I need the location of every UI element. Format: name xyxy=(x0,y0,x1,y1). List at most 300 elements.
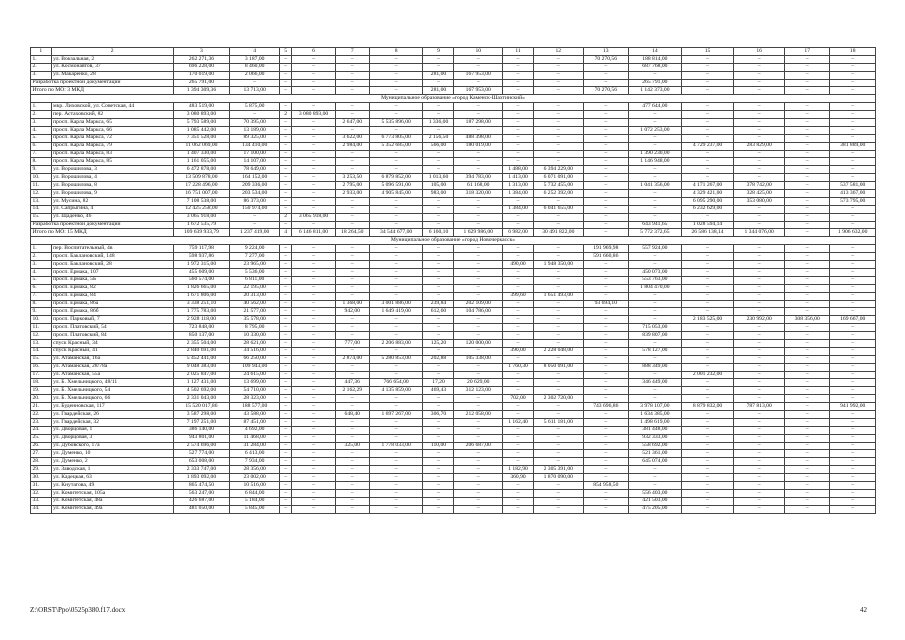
table-cell: – xyxy=(292,103,335,111)
table-row xyxy=(31,379,876,387)
table-cell: – xyxy=(734,347,785,355)
table-cell: – xyxy=(279,355,291,363)
table-cell: – xyxy=(279,292,291,300)
table-cell: – xyxy=(423,363,454,371)
section-heading-row xyxy=(31,237,876,245)
table-cell: 490,00 xyxy=(503,261,534,269)
address-cell: просп. Карла Маркса, 79 xyxy=(51,142,173,150)
table-row xyxy=(31,276,876,284)
table-cell: 1 634 385,00 xyxy=(629,410,682,418)
table-cell: – xyxy=(534,403,584,411)
row-number-cell: 15. xyxy=(31,355,52,363)
table-cell: – xyxy=(830,221,876,229)
table-cell: – xyxy=(681,87,734,95)
table-cell: – xyxy=(369,245,423,253)
table-cell: – xyxy=(830,347,876,355)
table-cell: 360,90 xyxy=(503,474,534,482)
table-cell: – xyxy=(454,505,503,513)
table-cell: – xyxy=(423,434,454,442)
table-cell: – xyxy=(423,284,454,292)
table-cell: – xyxy=(583,134,628,142)
column-number-cell: 8 xyxy=(369,48,423,56)
table-cell: – xyxy=(292,316,335,324)
table-cell: – xyxy=(423,505,454,513)
address-cell: ул. Б. Хмельницкого, 54 xyxy=(51,387,173,395)
table-cell: 1 336,00 xyxy=(423,119,454,127)
table-cell: – xyxy=(681,426,734,434)
table-cell: – xyxy=(454,458,503,466)
table-cell: – xyxy=(583,324,628,332)
table-cell: – xyxy=(369,87,423,95)
row-number-cell: 27. xyxy=(31,450,52,458)
table-cell: – xyxy=(583,103,628,111)
table-cell: – xyxy=(534,505,584,513)
table-cell: 6 811,00 xyxy=(230,276,280,284)
table-cell: – xyxy=(279,339,291,347)
table-cell: 2 xyxy=(279,111,291,119)
table-cell: 21 577,00 xyxy=(230,308,280,316)
table-row xyxy=(31,347,876,355)
table-cell: – xyxy=(279,79,291,87)
address-cell: ул. Вокзальная, 2 xyxy=(51,55,173,63)
table-cell: 865 474,50 xyxy=(173,481,230,489)
table-cell: – xyxy=(734,150,785,158)
table-cell: – xyxy=(230,221,280,229)
table-cell: – xyxy=(583,292,628,300)
table-cell: – xyxy=(784,450,829,458)
table-cell: – xyxy=(423,497,454,505)
table-cell: – xyxy=(423,55,454,63)
table-cell: – xyxy=(503,339,534,347)
table-cell: – xyxy=(454,363,503,371)
table-cell: – xyxy=(734,339,785,347)
table-row xyxy=(31,284,876,292)
table-cell: 1 344 076,00 xyxy=(734,229,785,237)
table-cell: 1 906 632,00 xyxy=(830,229,876,237)
table-cell: 125,20 xyxy=(423,339,454,347)
table-cell: – xyxy=(830,284,876,292)
table-cell: 31 284,00 xyxy=(230,442,280,450)
table-cell: – xyxy=(454,63,503,71)
table-cell: – xyxy=(503,434,534,442)
table-cell: – xyxy=(369,324,423,332)
table-cell: 850 137,00 xyxy=(173,332,230,340)
table-row xyxy=(31,292,876,300)
table-cell: – xyxy=(784,458,829,466)
table-cell: – xyxy=(503,276,534,284)
table-cell: – xyxy=(369,55,423,63)
table-cell: 353 080,00 xyxy=(734,197,785,205)
table-cell: – xyxy=(454,474,503,482)
table-cell: 93 694,10 xyxy=(583,300,628,308)
table-cell: 2 355 504,00 xyxy=(173,339,230,347)
table-cell: 1 394 309,36 xyxy=(173,87,230,95)
table-cell: 3 338 251,10 xyxy=(173,300,230,308)
table-cell: 941 992,00 xyxy=(830,403,876,411)
table-cell: – xyxy=(423,261,454,269)
table-cell: – xyxy=(784,182,829,190)
table-cell: – xyxy=(534,355,584,363)
table-cell: – xyxy=(784,410,829,418)
table-cell: – xyxy=(734,442,785,450)
table-cell: 4 135 859,00 xyxy=(369,387,423,395)
table-cell: – xyxy=(423,418,454,426)
table-cell: – xyxy=(681,347,734,355)
table-cell: – xyxy=(454,158,503,166)
table-cell: 2 228 048,00 xyxy=(534,347,584,355)
table-cell: – xyxy=(830,300,876,308)
table-cell: – xyxy=(629,166,682,174)
document-file-path: Z:\ORST\Ppo\0525p380.f17.docx xyxy=(30,606,126,614)
column-number-cell: 1 xyxy=(31,48,52,56)
section-heading-row xyxy=(31,95,876,103)
table-cell: – xyxy=(503,213,534,221)
address-cell: просп. Ермака, 86а xyxy=(51,300,173,308)
table-cell: – xyxy=(734,379,785,387)
table-cell: – xyxy=(681,63,734,71)
table-row xyxy=(31,355,876,363)
table-cell: 1 760,30 xyxy=(503,363,534,371)
table-cell: 5 535 896,00 xyxy=(369,119,423,127)
table-row xyxy=(31,316,876,324)
address-cell: просп. Баклановский, 148 xyxy=(51,253,173,261)
table-cell: – xyxy=(583,284,628,292)
row-number-cell: 23. xyxy=(31,418,52,426)
table-cell: 6 879 852,00 xyxy=(369,174,423,182)
table-cell: 18 264,50 xyxy=(335,229,369,237)
table-cell: – xyxy=(503,197,534,205)
table-cell: – xyxy=(279,253,291,261)
table-cell: – xyxy=(830,292,876,300)
table-cell: – xyxy=(830,450,876,458)
table-cell: – xyxy=(279,497,291,505)
table-cell: – xyxy=(784,474,829,482)
table-cell: – xyxy=(335,284,369,292)
table-cell: 2 928 118,00 xyxy=(173,316,230,324)
table-cell: 109 943,00 xyxy=(230,363,280,371)
table-cell: – xyxy=(681,213,734,221)
table-row xyxy=(31,213,876,221)
table-cell: 715 053,00 xyxy=(629,324,682,332)
table-cell: – xyxy=(830,119,876,127)
row-number-cell: 13. xyxy=(31,339,52,347)
table-cell: – xyxy=(534,316,584,324)
table-row xyxy=(31,150,876,158)
table-cell: – xyxy=(681,111,734,119)
table-cell: 553 763,00 xyxy=(629,276,682,284)
table-cell: 386 140,00 xyxy=(173,426,230,434)
table-cell: – xyxy=(734,276,785,284)
table-cell: – xyxy=(534,111,584,119)
table-cell: – xyxy=(369,126,423,134)
table-cell: – xyxy=(830,166,876,174)
table-cell: – xyxy=(734,268,785,276)
table-cell: 1 085 442,00 xyxy=(173,126,230,134)
row-number-cell: 16. xyxy=(31,363,52,371)
table-cell: 20 629,00 xyxy=(454,379,503,387)
table-cell: – xyxy=(534,332,584,340)
table-cell: – xyxy=(292,363,335,371)
table-cell: 1 127 431,00 xyxy=(173,379,230,387)
table-cell: 723 848,00 xyxy=(173,324,230,332)
table-cell: 563 247,00 xyxy=(173,489,230,497)
address-cell: ул. Комитетская, 105а xyxy=(51,489,173,497)
table-cell: – xyxy=(734,111,785,119)
table-cell: 3 253,50 xyxy=(335,174,369,182)
table-cell: 6 394 229,00 xyxy=(534,166,584,174)
table-cell: 469,43 xyxy=(423,387,454,395)
table-cell: – xyxy=(784,347,829,355)
table-cell: – xyxy=(454,79,503,87)
table-cell: – xyxy=(292,182,335,190)
table-row xyxy=(31,158,876,166)
table-cell: – xyxy=(503,332,534,340)
address-cell: просп. Карла Маркса, 66 xyxy=(51,126,173,134)
table-cell: – xyxy=(534,63,584,71)
table-cell: – xyxy=(292,174,335,182)
table-row xyxy=(31,442,876,450)
table-cell: – xyxy=(335,79,369,87)
table-cell: 556 403,00 xyxy=(629,489,682,497)
table-cell: – xyxy=(454,434,503,442)
table-cell: 2 156,50 xyxy=(423,134,454,142)
table-cell: – xyxy=(734,324,785,332)
table-cell: – xyxy=(784,197,829,205)
table-cell: – xyxy=(629,174,682,182)
table-row xyxy=(31,324,876,332)
table-cell: – xyxy=(335,450,369,458)
table-cell: – xyxy=(335,253,369,261)
row-number-cell: 3. xyxy=(31,261,52,269)
table-cell: – xyxy=(830,103,876,111)
table-row xyxy=(31,268,876,276)
table-cell: 3 080 893,00 xyxy=(292,111,335,119)
table-cell: – xyxy=(681,324,734,332)
table-cell: 521 361,00 xyxy=(629,450,682,458)
table-cell: 3 001 886,00 xyxy=(369,300,423,308)
table-cell: – xyxy=(454,126,503,134)
table-cell: – xyxy=(279,442,291,450)
table-cell: – xyxy=(279,182,291,190)
table-cell: – xyxy=(734,426,785,434)
table-cell: – xyxy=(335,268,369,276)
table-cell: – xyxy=(784,103,829,111)
table-cell: 566,00 xyxy=(423,142,454,150)
row-number-cell: 8. xyxy=(31,158,52,166)
table-cell: 7 197 251,00 xyxy=(173,418,230,426)
table-cell: – xyxy=(369,79,423,87)
table-cell: – xyxy=(629,308,682,316)
table-cell: – xyxy=(279,379,291,387)
table-cell: – xyxy=(830,434,876,442)
table-cell: – xyxy=(369,268,423,276)
table-cell: – xyxy=(503,403,534,411)
table-cell: 527 774,00 xyxy=(173,450,230,458)
table-cell: – xyxy=(454,497,503,505)
table-cell: 4 329 421,00 xyxy=(681,190,734,198)
table-cell: – xyxy=(784,87,829,95)
address-cell: ул. Буденновская, 117 xyxy=(51,403,173,411)
table-cell: 6 232 629,00 xyxy=(681,205,734,213)
table-cell: 28 356,00 xyxy=(230,466,280,474)
table-cell: – xyxy=(335,71,369,79)
table-cell: – xyxy=(583,174,628,182)
table-cell: – xyxy=(629,197,682,205)
table-cell: – xyxy=(503,489,534,497)
table-cell: 839 807,00 xyxy=(629,332,682,340)
table-cell: – xyxy=(734,505,785,513)
table-cell: – xyxy=(503,426,534,434)
table-cell: 3 978 107,00 xyxy=(629,403,682,411)
table-cell: – xyxy=(369,111,423,119)
table-cell: – xyxy=(292,55,335,63)
table-cell: – xyxy=(454,55,503,63)
table-cell: 10 330,00 xyxy=(230,332,280,340)
table-cell: – xyxy=(583,182,628,190)
table-cell: – xyxy=(681,481,734,489)
summary-label: Разработка проектной документации xyxy=(31,79,174,87)
table-cell: – xyxy=(830,261,876,269)
table-cell: – xyxy=(534,71,584,79)
table-cell: – xyxy=(279,276,291,284)
table-cell: – xyxy=(369,221,423,229)
table-cell: – xyxy=(784,426,829,434)
table-cell: – xyxy=(830,442,876,450)
table-cell: 188 577,00 xyxy=(230,403,280,411)
address-cell: ул. Думенко, 2 xyxy=(51,458,173,466)
table-cell: – xyxy=(423,395,454,403)
table-cell: – xyxy=(534,134,584,142)
table-cell: – xyxy=(279,426,291,434)
table-cell: 2 331 043,00 xyxy=(173,395,230,403)
table-cell: 87 451,00 xyxy=(230,418,280,426)
table-cell: 1 488,00 xyxy=(503,166,534,174)
table-cell: 1 237 419,00 xyxy=(230,229,280,237)
table-cell: – xyxy=(454,347,503,355)
address-cell: ул. Атаманская, 55а xyxy=(51,371,173,379)
table-cell: – xyxy=(369,474,423,482)
table-row xyxy=(31,103,876,111)
address-cell: ул. Заводская, 1 xyxy=(51,466,173,474)
table-cell: – xyxy=(583,418,628,426)
table-cell: – xyxy=(279,142,291,150)
table-cell: 17 228 496,00 xyxy=(173,182,230,190)
row-number-cell: 30. xyxy=(31,474,52,482)
table-cell: – xyxy=(454,489,503,497)
table-cell: – xyxy=(292,387,335,395)
table-cell: 5 875,00 xyxy=(230,103,280,111)
table-cell: – xyxy=(292,332,335,340)
table-cell: 413 367,00 xyxy=(830,190,876,198)
table-cell: 1 390 230,00 xyxy=(629,150,682,158)
table-cell: – xyxy=(292,371,335,379)
table-cell: – xyxy=(279,308,291,316)
table-cell: 2 647,00 xyxy=(335,119,369,127)
table-row xyxy=(31,245,876,253)
table-cell: – xyxy=(784,63,829,71)
table-row xyxy=(31,418,876,426)
row-number-cell: 5. xyxy=(31,134,52,142)
table-cell: – xyxy=(830,497,876,505)
table-cell: – xyxy=(423,276,454,284)
table-cell: – xyxy=(784,379,829,387)
table-cell: – xyxy=(734,292,785,300)
table-cell: – xyxy=(830,150,876,158)
table-cell: 932 333,00 xyxy=(629,434,682,442)
table-cell: 6 252 392,00 xyxy=(534,190,584,198)
table-cell: – xyxy=(503,355,534,363)
table-cell: – xyxy=(423,205,454,213)
column-number-cell: 10 xyxy=(454,48,503,56)
table-cell: – xyxy=(503,79,534,87)
table-cell: – xyxy=(503,142,534,150)
table-cell: – xyxy=(734,387,785,395)
table-cell: – xyxy=(292,489,335,497)
table-cell: – xyxy=(454,292,503,300)
table-cell: – xyxy=(734,371,785,379)
table-cell: – xyxy=(292,158,335,166)
table-cell: 308 356,00 xyxy=(784,316,829,324)
table-cell: – xyxy=(335,474,369,482)
table-cell: – xyxy=(629,253,682,261)
table-cell: – xyxy=(335,363,369,371)
table-cell: 6 160,10 xyxy=(423,229,454,237)
table-cell: – xyxy=(830,418,876,426)
table-cell: 477 644,00 xyxy=(629,103,682,111)
table-cell: 7 351 528,00 xyxy=(173,134,230,142)
table-row xyxy=(31,450,876,458)
table-cell: – xyxy=(583,63,628,71)
column-number-row xyxy=(31,48,876,56)
table-cell: 14 107,00 xyxy=(230,158,280,166)
table-cell: – xyxy=(784,268,829,276)
table-cell: – xyxy=(454,150,503,158)
column-number-cell: 15 xyxy=(681,48,734,56)
table-cell: – xyxy=(335,426,369,434)
row-number-cell: 20. xyxy=(31,395,52,403)
table-cell: 8 795,00 xyxy=(230,324,280,332)
table-cell: 306,70 xyxy=(423,410,454,418)
table-cell: 2 933,00 xyxy=(335,190,369,198)
table-row xyxy=(31,426,876,434)
table-cell: 325,00 xyxy=(335,442,369,450)
table-cell: – xyxy=(423,371,454,379)
row-number-cell: 22. xyxy=(31,410,52,418)
table-cell: – xyxy=(423,292,454,300)
table-cell: – xyxy=(423,268,454,276)
table-cell: 4 502 692,00 xyxy=(173,387,230,395)
table-cell: – xyxy=(423,158,454,166)
table-cell: – xyxy=(292,150,335,158)
table-cell: – xyxy=(681,505,734,513)
table-cell: – xyxy=(534,426,584,434)
table-cell: – xyxy=(784,332,829,340)
table-cell: – xyxy=(454,213,503,221)
table-cell: 450 073,00 xyxy=(629,268,682,276)
table-cell: 2 066,00 xyxy=(230,71,280,79)
table-row xyxy=(31,387,876,395)
repair-program-table xyxy=(30,47,876,514)
table-cell: – xyxy=(454,371,503,379)
table-cell: 1 972 315,00 xyxy=(173,261,230,269)
table-cell: – xyxy=(629,71,682,79)
table-cell: – xyxy=(784,434,829,442)
table-row xyxy=(31,119,876,127)
table-cell: 6 982,00 xyxy=(503,229,534,237)
table-cell: – xyxy=(629,205,682,213)
table-cell: – xyxy=(830,308,876,316)
table-row xyxy=(31,395,876,403)
